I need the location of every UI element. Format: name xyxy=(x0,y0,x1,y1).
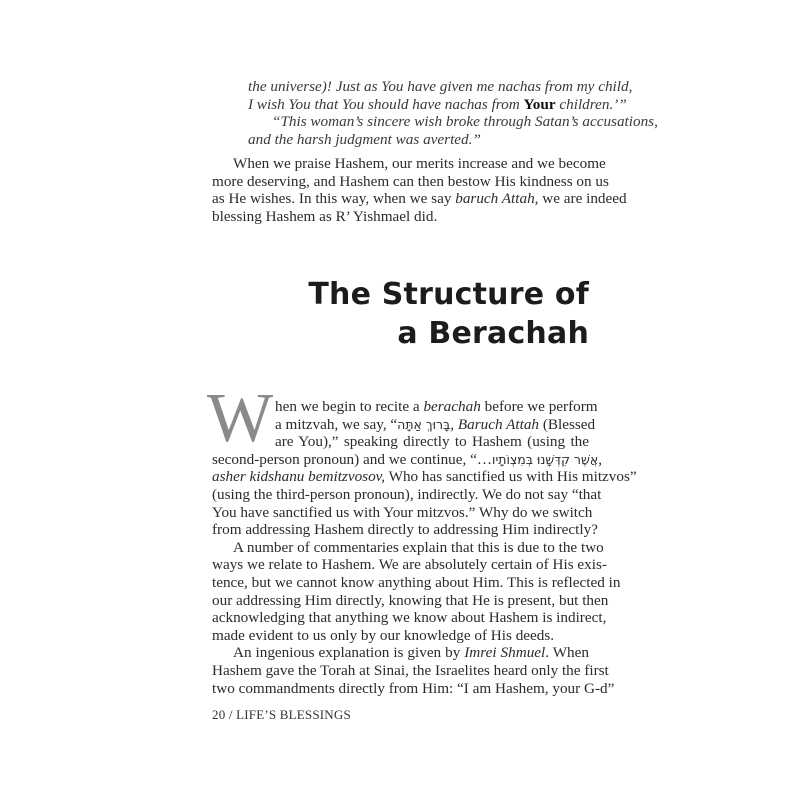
hebrew-baruch-attah: בָּרוּךְ אַתָּה xyxy=(397,416,451,432)
text-line: Hashem gave the Torah at Sinai, the Israelites heard only the first xyxy=(212,661,609,679)
text-line: as He wishes. In this way, when we say baruch Attah, we are indeed xyxy=(212,190,627,208)
quote-line: and the harsh judgment was averted.” xyxy=(248,130,481,148)
paragraph-praise xyxy=(212,155,627,225)
text-line: A number of commentaries explain that this is due to the two xyxy=(233,538,604,556)
text-line: second-person pronoun) and we continue, “…אֲשֶׁר קִדְּשָׁנוּ בְּמִצְוֹתָיו, xyxy=(212,450,602,468)
text-line: acknowledging that anything we know about Hashem is indirect, xyxy=(212,609,607,627)
quote-line: I wish You that You should have nachas from Your children.’” xyxy=(248,95,627,113)
quote-line: “This woman’s sincere wish broke through Satan’s accusations, xyxy=(272,113,658,131)
text-line: two commandments directly from Him: “I am Hashem, your G-d” xyxy=(212,679,615,697)
paragraph-imrei-shmuel xyxy=(212,644,615,697)
text-line: You have sanctified us with Your mitzvos.” Why do we switch xyxy=(212,503,593,521)
text-line: made evident to us only by our knowledge of His deeds. xyxy=(212,626,555,644)
text-line: are You),” speaking directly to Hashem (using the xyxy=(275,433,589,451)
text-line: our addressing Him directly, knowing that He is present, but then xyxy=(212,591,609,609)
paragraph-commentaries xyxy=(212,538,621,645)
text-line: asher kidshanu bemitzvosov, Who has sanctified us with His mitzvos” xyxy=(212,468,637,486)
emphasis-your: Your xyxy=(523,95,556,113)
text-line: When we praise Hashem, our merits increase and we become xyxy=(233,155,606,172)
text-line: blessing Hashem as R’ Yishmael did. xyxy=(212,207,438,225)
text-line: ways we relate to Hashem. We are absolutely certain of His exis- xyxy=(212,556,607,574)
hebrew-asher-kidshanu: אֲשֶׁר קִדְּשָׁנוּ בְּמִצְוֹתָיו xyxy=(492,451,599,467)
text-line: tence, but we cannot know anything about Him. This is reflected in xyxy=(212,573,621,591)
section-title-line: a Berachah xyxy=(397,316,589,351)
text-line: more deserving, and Hashem can then bestow His kindness on us xyxy=(212,172,609,190)
drop-cap: W xyxy=(207,380,274,457)
text-line: hen we begin to recite a berachah before we perform xyxy=(275,398,598,415)
quote-block xyxy=(248,78,658,148)
text-line: a mitzvah, we say, “בָּרוּךְ אַתָּה, Baruch Attah (Blessed xyxy=(275,415,596,433)
section-title-line: The Structure of xyxy=(308,277,589,312)
section-title xyxy=(308,275,589,353)
text-line: (using the third-person pronoun), indirectly. We do not say “that xyxy=(212,485,602,503)
paragraph-structure xyxy=(212,398,637,539)
quote-line: the universe)! Just as You have given me nachas from my child, xyxy=(248,78,633,95)
text-line: An ingenious explanation is given by Imrei Shmuel. When xyxy=(233,644,589,662)
text-line: from addressing Hashem directly to addressing Him indirectly? xyxy=(212,521,598,539)
running-footer: 20 / LIFE’S BLESSINGS xyxy=(212,707,351,722)
